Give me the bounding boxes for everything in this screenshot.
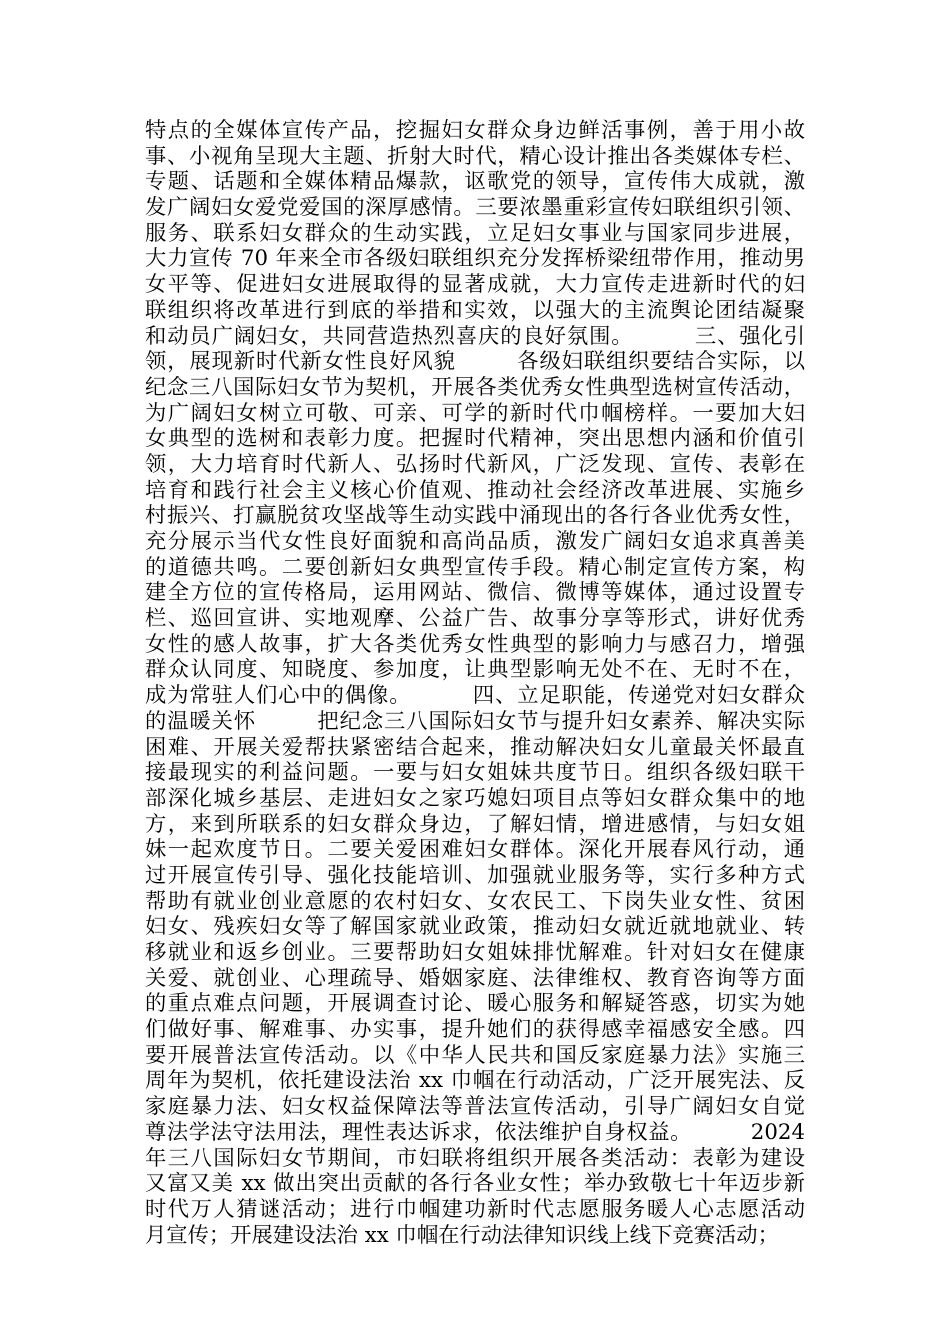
body-text-line: 为广阔妇女树立可敬、可亲、可学的新时代巾帼榜样。一要加大妇: [145, 400, 805, 426]
body-text-line: 家庭暴力法、妇女权益保障法等普法宣传活动，引导广阔妇女自觉: [145, 1094, 805, 1120]
body-text-line: 接最现实的利益问题。一要与妇女姐妹共度节日。组织各级妇联干: [145, 760, 805, 786]
body-text-line: 周年为契机，依托建设法治 xx 巾帼在行动活动，广泛开展宪法、反: [145, 1068, 805, 1094]
body-text-line: 群众认同度、知晓度、参加度，让典型影响无处不在、无时不在，: [145, 657, 805, 683]
body-text-line: 女典型的选树和表彰力度。把握时代精神，突出思想内涵和价值引: [145, 426, 805, 452]
body-text-line: 特点的全媒体宣传产品，挖掘妇女群众身边鲜活事例，善于用小故: [145, 118, 805, 143]
body-text-line: 服务、联系妇女群众的生动实践，立足妇女事业与国家同步进展，: [145, 220, 805, 246]
body-text-line: 女性的感人故事，扩大各类优秀女性典型的影响力与感召力，增强: [145, 631, 805, 657]
body-text-line: 年三八国际妇女节期间，市妇联将组织开展各类活动：表彰为建设: [145, 1145, 805, 1171]
body-text-line: 困难、开展关爱帮扶紧密结合起来，推动解决妇女儿童最关怀最直: [145, 734, 805, 760]
body-text-line: 和动员广阔妇女，共同营造热烈喜庆的良好氛围。 三、强化引: [145, 323, 805, 349]
body-text-line: 充分展示当代女性良好面貌和高尚品质，激发广阔妇女追求真善美: [145, 529, 805, 554]
body-text-line: 过开展宣传引导、强化技能培训、加强就业服务等，实行多种方式: [145, 862, 805, 888]
body-text-line: 女平等、促进妇女进展取得的显著成就，大力宣传走进新时代的妇: [145, 272, 805, 298]
body-text-line: 事、小视角呈现大主题、折射大时代，精心设计推出各类媒体专栏、: [145, 143, 805, 169]
body-text-line: 栏、巡回宣讲、实地观摩、公益广告、故事分享等形式，讲好优秀: [145, 606, 805, 632]
document-body-text: [145, 118, 805, 1248]
body-text-line: 妇女、残疾妇女等了解国家就业政策，推动妇女就近就地就业、转: [145, 914, 805, 940]
body-text-line: 要开展普法宣传活动。以《中华人民共和国反家庭暴力法》实施三: [145, 1042, 805, 1068]
body-text-line: 领，大力培育时代新人、弘扬时代新风，广泛发现、宣传、表彰在: [145, 451, 805, 477]
body-text-line: 妹一起欢度节日。二要关爱困难妇女群体。深化开展春风行动，通: [145, 837, 805, 863]
body-text-line: 帮助有就业创业意愿的农村妇女、女农民工、下岗失业女性、贫困: [145, 888, 805, 914]
body-text-line: 方，来到所联系的妇女群众身边，了解妇情，增进感情，与妇女姐: [145, 811, 805, 837]
body-text-line: 部深化城乡基层、走进妇女之家巧媳妇项目点等妇女群众集中的地: [145, 785, 805, 811]
body-text-line: 的温暖关怀 把纪念三八国际妇女节与提升妇女素养、解决实际: [145, 708, 805, 734]
body-text-line: 领，展现新时代新女性良好风貌 各级妇联组织要结合实际，以: [145, 349, 805, 375]
body-text-line: 们做好事、解难事、办实事，提升她们的获得感幸福感安全感。四: [145, 1017, 805, 1043]
body-text-line: 尊法学法守法用法，理性表达诉求，依法维护自身权益。 2024: [145, 1119, 805, 1145]
body-text-line: 联组织将改革进行到底的举措和实效，以强大的主流舆论团结凝聚: [145, 297, 805, 323]
body-text-line: 的重点难点问题，开展调查讨论、暖心服务和解疑答惑，切实为她: [145, 991, 805, 1017]
body-text-line: 村振兴、打赢脱贫攻坚战等生动实践中涌现出的各行各业优秀女性，: [145, 503, 805, 529]
body-text-line: 建全方位的宣传格局，运用网站、微信、微博等媒体，通过设置专: [145, 580, 805, 606]
body-text-line: 培育和践行社会主义核心价值观、推动社会经济改革进展、实施乡: [145, 477, 805, 503]
body-text-line: 发广阔妇女爱党爱国的深厚感情。三要浓墨重彩宣传妇联组织引领、: [145, 195, 805, 221]
body-text-line: 专题、话题和全媒体精品爆款，讴歌党的领导，宣传伟大成就，激: [145, 169, 805, 195]
body-text-line: 月宣传；开展建设法治 xx 巾帼在行动法律知识线上线下竞赛活动；: [145, 1222, 779, 1248]
body-text-line: 关爱、就创业、心理疏导、婚姻家庭、法律维权、教育咨询等方面: [145, 965, 805, 991]
body-text-line: 纪念三八国际妇女节为契机，开展各类优秀女性典型选树宣传活动，: [145, 374, 805, 400]
body-text-line: 成为常驻人们心中的偶像。 四、立足职能，传递党对妇女群众: [145, 683, 805, 709]
body-text-line: 大力宣传 70 年来全市各级妇联组织充分发挥桥梁纽带作用，推动男: [145, 246, 805, 272]
body-text-line: 的道德共鸣。二要创新妇女典型宣传手段。精心制定宣传方案，构: [145, 554, 805, 580]
body-text-line: 时代万人猜谜活动；进行巾帼建功新时代志愿服务暖人心志愿活动: [145, 1196, 805, 1222]
body-text-line: 又富又美 xx 做出突出贡献的各行各业女性；举办致敬七十年迈步新: [145, 1171, 805, 1197]
body-text-line: 移就业和返乡创业。三要帮助妇女姐妹排忧解难。针对妇女在健康: [145, 940, 805, 965]
